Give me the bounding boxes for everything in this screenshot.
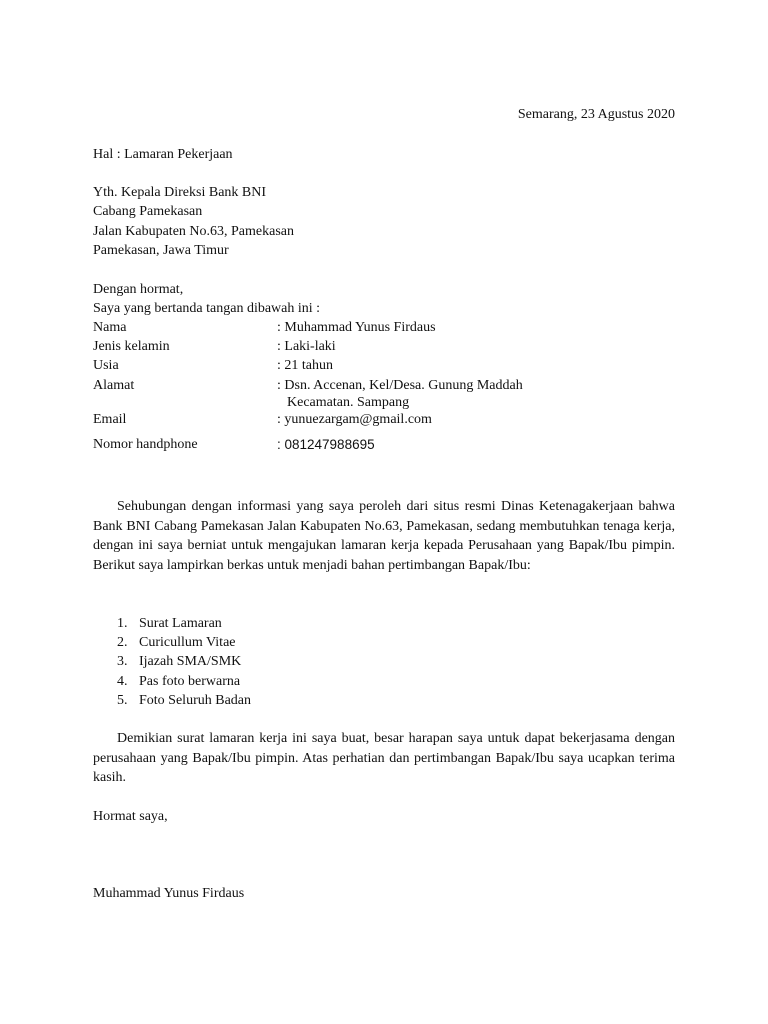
identity-label-address: Alamat bbox=[93, 378, 135, 393]
identity-value-email: : yunuezargam@gmail.com bbox=[277, 412, 432, 427]
attachment-item: Curicullum Vitae bbox=[139, 635, 236, 650]
recipient-line-4: Pamekasan, Jawa Timur bbox=[93, 243, 229, 258]
identity-label-age: Usia bbox=[93, 358, 119, 373]
identity-label-phone: Nomor handphone bbox=[93, 437, 198, 452]
place-date: Semarang, 23 Agustus 2020 bbox=[517, 107, 675, 122]
identity-value-name: : Muhammad Yunus Firdaus bbox=[277, 320, 436, 335]
signature-name: Muhammad Yunus Firdaus bbox=[93, 886, 245, 901]
intro-line: Saya yang bertanda tangan dibawah ini : bbox=[93, 301, 321, 316]
closing: Hormat saya, bbox=[93, 809, 168, 824]
attachment-item: Pas foto berwarna bbox=[139, 674, 241, 689]
recipient-line-3: Jalan Kabupaten No.63, Pamekasan bbox=[93, 224, 294, 239]
identity-value-age: : 21 tahun bbox=[277, 358, 333, 373]
attachment-number: 1. bbox=[117, 616, 128, 631]
attachment-item: Foto Seluruh Badan bbox=[139, 693, 251, 708]
identity-value-address-line2: Kecamatan. Sampang bbox=[287, 395, 410, 410]
identity-label-email: Email bbox=[93, 412, 127, 427]
recipient-line-2: Cabang Pamekasan bbox=[93, 204, 203, 219]
identity-value-phone: : 081247988695 bbox=[277, 437, 375, 452]
recipient-line-1: Yth. Kepala Direksi Bank BNI bbox=[93, 185, 267, 200]
identity-value-gender: : Laki-laki bbox=[277, 339, 336, 354]
attachment-number: 2. bbox=[117, 635, 128, 650]
attachment-item: Ijazah SMA/SMK bbox=[139, 654, 242, 669]
attachment-item: Surat Lamaran bbox=[139, 616, 222, 631]
attachment-number: 3. bbox=[117, 654, 128, 669]
attachment-number: 4. bbox=[117, 674, 128, 689]
identity-value-address: : Dsn. Accenan, Kel/Desa. Gunung Maddah bbox=[277, 378, 523, 393]
attachment-number: 5. bbox=[117, 693, 128, 708]
identity-label-name: Nama bbox=[93, 320, 127, 335]
body-paragraph-2: Demikian surat lamaran kerja ini saya buat, besar harapan saya untuk dapat bekerjasama dengan perusahaan yang Bapak/Ibu pimpin. Atas perhatian dan pertimbangan Bapak/Ibu saya ucapkan terima kasih. bbox=[93, 731, 675, 785]
identity-label-gender: Jenis kelamin bbox=[93, 339, 170, 354]
subject-line: Hal : Lamaran Pekerjaan bbox=[93, 147, 233, 162]
greeting: Dengan hormat, bbox=[93, 282, 184, 297]
body-paragraph-1: Sehubungan dengan informasi yang saya peroleh dari situs resmi Dinas Ketenagakerjaan bahwa Bank BNI Cabang Pamekasan Jalan Kabupaten No.63, Pamekasan, sedang membutuhkan tenaga kerja, dengan ini saya berniat untuk mengajukan lamaran kerja kepada Perusahaan yang Bapak/Ibu pimpin. Berikut saya lampirkan berkas untuk menjadi bahan pertimbangan Bapak/Ibu: bbox=[93, 499, 675, 573]
